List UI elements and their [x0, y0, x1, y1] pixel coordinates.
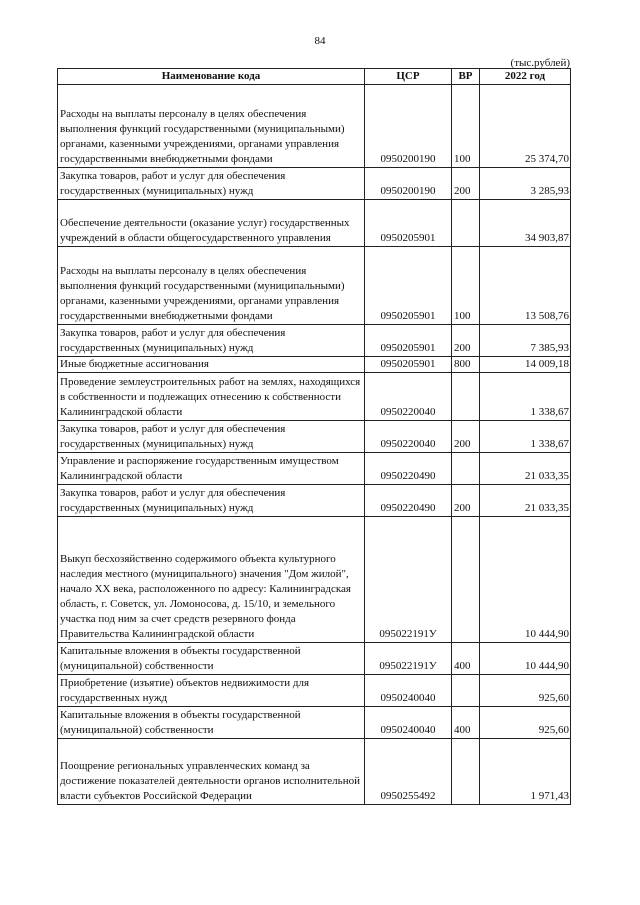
table-row — [58, 643, 571, 675]
row-name-cell: Приобретение (изъятие) объектов недвижимости для государственных нужд — [58, 675, 365, 707]
table-row — [58, 85, 571, 168]
header-name: Наименование кода — [58, 69, 365, 85]
row-name-cell: Капитальные вложения в объекты государственной (муниципальной) собственности — [58, 707, 365, 739]
row-amount-cell: 25 374,70 — [480, 85, 571, 168]
row-vr-cell: 800 — [452, 357, 480, 373]
row-csr-cell: 0950240040 — [365, 707, 452, 739]
table-row — [58, 200, 571, 247]
row-vr-cell: 200 — [452, 485, 480, 517]
table-row — [58, 373, 571, 421]
row-csr-cell: 0950240040 — [365, 675, 452, 707]
row-vr-cell: 400 — [452, 643, 480, 675]
table-row — [58, 168, 571, 200]
row-csr-cell: 0950200190 — [365, 85, 452, 168]
row-name-cell: Управление и распоряжение государственным имуществом Калининградской области — [58, 453, 365, 485]
row-vr-cell — [452, 739, 480, 805]
row-csr-cell: 0950205901 — [365, 200, 452, 247]
row-vr-cell: 100 — [452, 85, 480, 168]
row-amount-cell: 1 971,43 — [480, 739, 571, 805]
row-name-cell: Закупка товаров, работ и услуг для обеспечения государственных (муниципальных) нужд — [58, 168, 365, 200]
row-vr-cell: 100 — [452, 247, 480, 325]
row-amount-cell: 34 903,87 — [480, 200, 571, 247]
row-csr-cell: 0950205901 — [365, 357, 452, 373]
row-vr-cell — [452, 675, 480, 707]
row-vr-cell — [452, 517, 480, 643]
row-name-cell: Закупка товаров, работ и услуг для обеспечения государственных (муниципальных) нужд — [58, 325, 365, 357]
row-csr-cell: 0950200190 — [365, 168, 452, 200]
row-csr-cell: 0950220040 — [365, 421, 452, 453]
row-name-cell: Капитальные вложения в объекты государственной (муниципальной) собственности — [58, 643, 365, 675]
header-csr: ЦСР — [365, 69, 452, 85]
row-csr-cell: 0950220490 — [365, 485, 452, 517]
row-amount-cell: 14 009,18 — [480, 357, 571, 373]
table-row — [58, 421, 571, 453]
row-amount-cell: 3 285,93 — [480, 168, 571, 200]
row-vr-cell: 200 — [452, 168, 480, 200]
row-vr-cell: 200 — [452, 421, 480, 453]
table-row — [58, 485, 571, 517]
budget-table — [57, 68, 571, 805]
row-amount-cell: 925,60 — [480, 707, 571, 739]
row-csr-cell: 0950220040 — [365, 373, 452, 421]
row-name-cell: Обеспечение деятельности (оказание услуг) государственных учреждений в области общегосударственного управления — [58, 200, 365, 247]
row-amount-cell: 1 338,67 — [480, 373, 571, 421]
row-name-cell: Иные бюджетные ассигнования — [58, 357, 365, 373]
table-row — [58, 517, 571, 643]
row-csr-cell: 0950205901 — [365, 325, 452, 357]
row-name-cell: Закупка товаров, работ и услуг для обеспечения государственных (муниципальных) нужд — [58, 485, 365, 517]
row-vr-cell: 400 — [452, 707, 480, 739]
row-amount-cell: 21 033,35 — [480, 485, 571, 517]
row-vr-cell: 200 — [452, 325, 480, 357]
table-row — [58, 357, 571, 373]
row-amount-cell: 7 385,93 — [480, 325, 571, 357]
row-csr-cell: 0950205901 — [365, 247, 452, 325]
table-row — [58, 739, 571, 805]
table-row — [58, 707, 571, 739]
row-csr-cell: 095022191У — [365, 517, 452, 643]
row-vr-cell — [452, 200, 480, 247]
table-row — [58, 247, 571, 325]
row-csr-cell: 095022191У — [365, 643, 452, 675]
table-row — [58, 325, 571, 357]
row-name-cell: Расходы на выплаты персоналу в целях обеспечения выполнения функций государственными (муниципальными) органами, казенными учреждениями, органами управления государственными внебюджетными фондами — [58, 247, 365, 325]
row-amount-cell: 1 338,67 — [480, 421, 571, 453]
table-row — [58, 675, 571, 707]
row-amount-cell: 10 444,90 — [480, 517, 571, 643]
row-amount-cell: 21 033,35 — [480, 453, 571, 485]
table-header-row — [58, 69, 571, 85]
row-amount-cell: 13 508,76 — [480, 247, 571, 325]
row-name-cell: Расходы на выплаты персоналу в целях обеспечения выполнения функций государственными (муниципальными) органами, казенными учреждениями, органами управления государственными внебюджетными фондами — [58, 85, 365, 168]
row-name-cell: Выкуп бесхозяйственно содержимого объекта культурного наследия местного (муниципального) значения "Дом жилой", начало XX века, расположенного по адресу: Калининградская область, г. Советск, ул. Ломоносова, д. 15/10, и земельного участка под ним за счет средств резервного фонда Правительства Калининградской области — [58, 517, 365, 643]
row-amount-cell: 925,60 — [480, 675, 571, 707]
row-name-cell: Проведение землеустроительных работ на землях, находящихся в собственности и подлежащих отнесению к собственности Калининградской области — [58, 373, 365, 421]
header-vr: ВР — [452, 69, 480, 85]
row-csr-cell: 0950220490 — [365, 453, 452, 485]
table-row — [58, 453, 571, 485]
page-number: 84 — [314, 35, 326, 47]
header-year: 2022 год — [480, 69, 571, 85]
row-amount-cell: 10 444,90 — [480, 643, 571, 675]
row-vr-cell — [452, 373, 480, 421]
row-name-cell: Поощрение региональных управленческих команд за достижение показателей деятельности органов исполнительной власти субъектов Российской Федерации — [58, 739, 365, 805]
row-name-cell: Закупка товаров, работ и услуг для обеспечения государственных (муниципальных) нужд — [58, 421, 365, 453]
unit-label: (тыс.рублей) — [510, 57, 570, 69]
row-csr-cell: 0950255492 — [365, 739, 452, 805]
row-vr-cell — [452, 453, 480, 485]
